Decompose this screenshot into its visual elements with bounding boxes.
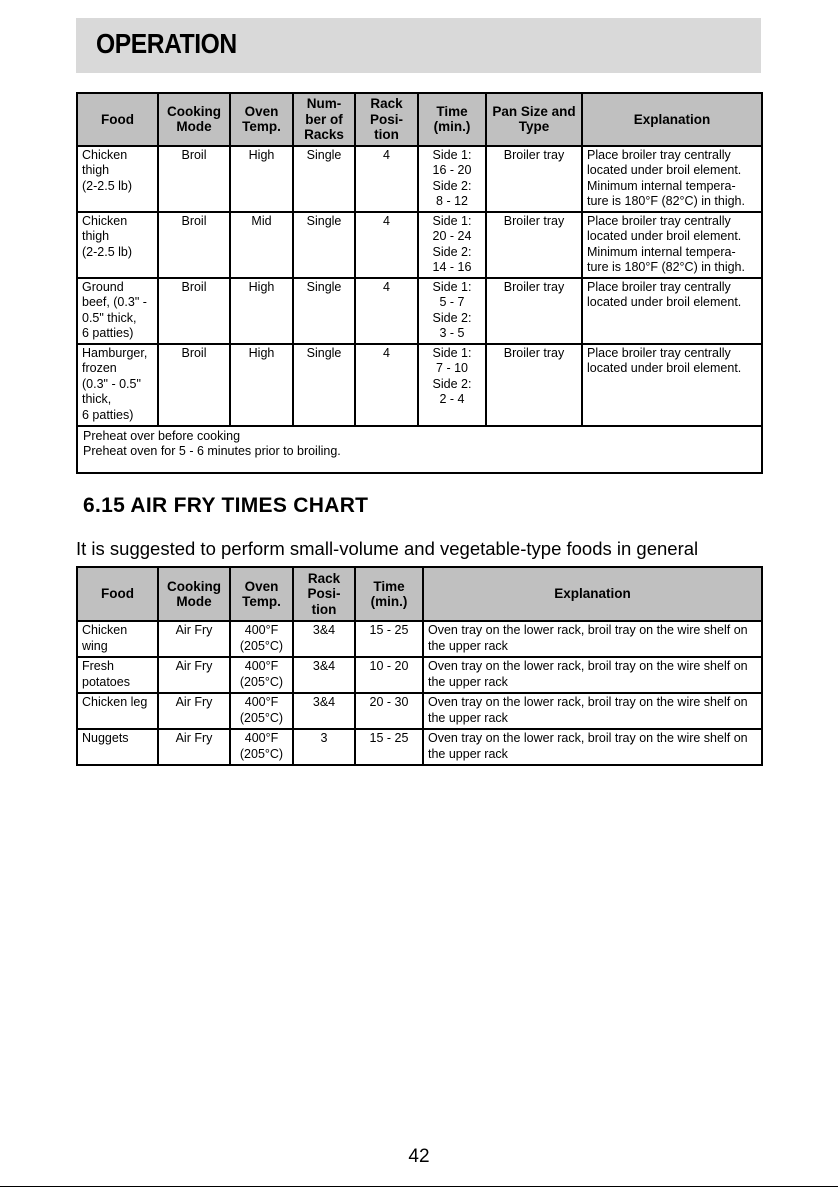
time-cell: Side 1: 20 - 24 Side 2: 14 - 16 [418, 212, 486, 278]
table-header-row [77, 567, 762, 621]
column-header-explanation: Explanation [582, 93, 762, 146]
column-header-oven-temp: Oven Temp. [230, 93, 293, 146]
food-cell: Chicken thigh (2-2.5 lb) [77, 212, 158, 278]
column-header-rack-position: Rack Posi- tion [293, 567, 355, 621]
oven-temp-cell: High [230, 146, 293, 212]
column-header-cooking-mode: Cooking Mode [158, 93, 230, 146]
oven-temp-cell: Mid [230, 212, 293, 278]
table-row [77, 693, 762, 729]
food-cell: Nuggets [77, 729, 158, 765]
column-header-explanation: Explanation [423, 567, 762, 621]
column-header-pan-size: Pan Size and Type [486, 93, 582, 146]
page-title: OPERATION [96, 28, 237, 59]
page-number: 42 [408, 1146, 430, 1167]
rack-position-cell: 4 [355, 278, 418, 344]
table-row [77, 344, 762, 426]
column-header-number-of-racks: Num- ber of Racks [293, 93, 355, 146]
column-header-food: Food [77, 93, 158, 146]
rack-position-cell: 4 [355, 344, 418, 426]
rack-position-cell: 4 [355, 146, 418, 212]
oven-temp-cell: 400°F (205°C) [230, 657, 293, 693]
food-cell: Chicken leg [77, 693, 158, 729]
rack-position-cell: 3&4 [293, 693, 355, 729]
intro-text: It is suggested to perform small-volume and vegetable-type foods in general [76, 538, 699, 559]
bottom-rule [0, 1186, 838, 1187]
cooking-mode-cell: Broil [158, 278, 230, 344]
time-cell: 20 - 30 [355, 693, 423, 729]
column-header-time: Time (min.) [418, 93, 486, 146]
racks-cell: Single [293, 278, 355, 344]
pan-cell: Broiler tray [486, 146, 582, 212]
oven-temp-cell: 400°F (205°C) [230, 729, 293, 765]
pan-cell: Broiler tray [486, 212, 582, 278]
food-cell: Chicken wing [77, 621, 158, 657]
column-header-oven-temp: Oven Temp. [230, 567, 293, 621]
table-row [77, 657, 762, 693]
time-cell: Side 1: 5 - 7 Side 2: 3 - 5 [418, 278, 486, 344]
time-cell: 10 - 20 [355, 657, 423, 693]
explanation-cell: Oven tray on the lower rack, broil tray on the wire shelf on the upper rack [423, 621, 762, 657]
time-cell: 15 - 25 [355, 729, 423, 765]
rack-position-cell: 3&4 [293, 621, 355, 657]
table-row [77, 212, 762, 278]
column-header-cooking-mode: Cooking Mode [158, 567, 230, 621]
time-cell: Side 1: 7 - 10 Side 2: 2 - 4 [418, 344, 486, 426]
rack-position-cell: 3&4 [293, 657, 355, 693]
explanation-cell: Oven tray on the lower rack, broil tray on the wire shelf on the upper rack [423, 657, 762, 693]
cooking-mode-cell: Air Fry [158, 621, 230, 657]
time-cell: Side 1: 16 - 20 Side 2: 8 - 12 [418, 146, 486, 212]
table-row [77, 729, 762, 765]
table-row [77, 146, 762, 212]
explanation-cell: Place broiler tray centrally located under broil element. Minimum internal tempera-ture is 180°F (82°C) in thigh. [582, 146, 762, 212]
explanation-cell: Place broiler tray centrally located under broil element. Minimum internal tempera-ture is 180°F (82°C) in thigh. [582, 212, 762, 278]
cooking-mode-cell: Broil [158, 146, 230, 212]
rack-position-cell: 4 [355, 212, 418, 278]
food-cell: Fresh potatoes [77, 657, 158, 693]
column-header-rack-position: Rack Posi- tion [355, 93, 418, 146]
rack-position-cell: 3 [293, 729, 355, 765]
explanation-cell: Place broiler tray centrally located under broil element. [582, 278, 762, 344]
explanation-cell: Oven tray on the lower rack, broil tray on the wire shelf on the upper rack [423, 729, 762, 765]
food-cell: Ground beef, (0.3" - 0.5" thick, 6 patties) [77, 278, 158, 344]
racks-cell: Single [293, 146, 355, 212]
oven-temp-cell: High [230, 344, 293, 426]
column-header-food: Food [77, 567, 158, 621]
cooking-mode-cell: Broil [158, 344, 230, 426]
table-row [77, 621, 762, 657]
table-row [77, 278, 762, 344]
racks-cell: Single [293, 212, 355, 278]
food-cell: Chicken thigh (2-2.5 lb) [77, 146, 158, 212]
table-header-row [77, 93, 762, 146]
oven-temp-cell: 400°F (205°C) [230, 693, 293, 729]
column-header-time: Time (min.) [355, 567, 423, 621]
pan-cell: Broiler tray [486, 344, 582, 426]
cooking-mode-cell: Broil [158, 212, 230, 278]
explanation-cell: Oven tray on the lower rack, broil tray on the wire shelf on the upper rack [423, 693, 762, 729]
section-header-band [76, 18, 761, 73]
note-row [77, 426, 762, 473]
preheat-note: Preheat over before cooking Preheat oven for 5 - 6 minutes prior to broiling. [77, 426, 762, 473]
pan-cell: Broiler tray [486, 278, 582, 344]
cooking-mode-cell: Air Fry [158, 729, 230, 765]
cooking-mode-cell: Air Fry [158, 657, 230, 693]
air-fry-times-table [76, 566, 763, 766]
oven-temp-cell: 400°F (205°C) [230, 621, 293, 657]
time-cell: 15 - 25 [355, 621, 423, 657]
cooking-mode-cell: Air Fry [158, 693, 230, 729]
explanation-cell: Place broiler tray centrally located under broil element. [582, 344, 762, 426]
food-cell: Hamburger, frozen (0.3" - 0.5" thick, 6 patties) [77, 344, 158, 426]
racks-cell: Single [293, 344, 355, 426]
broil-times-table [76, 92, 763, 474]
oven-temp-cell: High [230, 278, 293, 344]
section-heading: 6.15 AIR FRY TIMES CHART [83, 494, 369, 517]
